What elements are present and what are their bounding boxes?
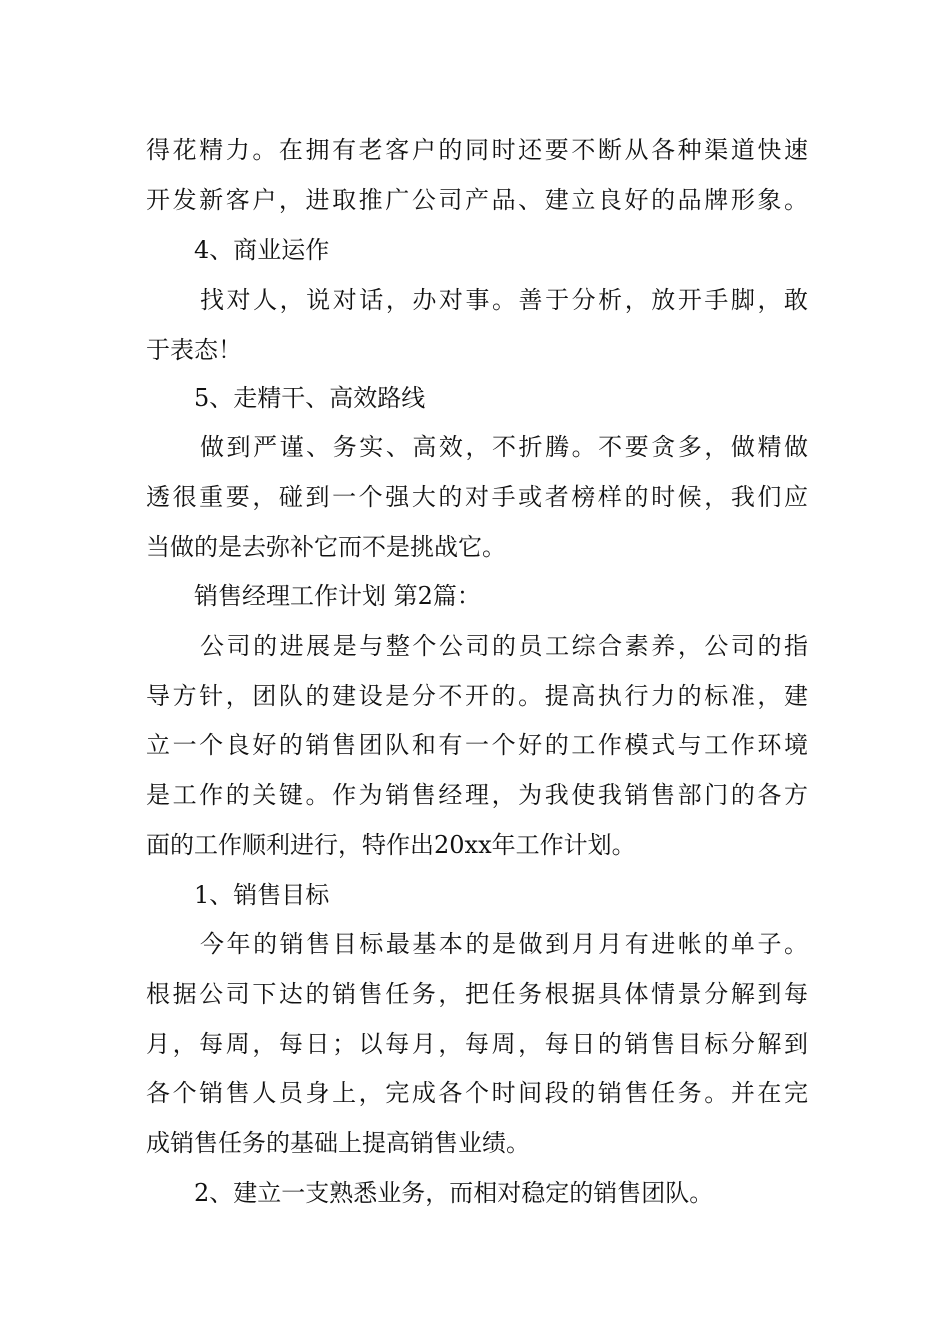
section-heading: 销售经理工作计划 第2篇： [194, 582, 481, 610]
section-heading: 1、销售目标 [194, 881, 330, 909]
section-heading: 4、商业运作 [194, 236, 330, 264]
text-line: 导方针，团队的建设是分不开的。提高执行力的标准，建 [146, 682, 808, 710]
text-line: 透很重要，碰到一个强大的对手或者榜样的时候，我们应 [146, 483, 808, 511]
text-line: 月，每周，每日；以每月，每周，每日的销售目标分解到 [146, 1030, 808, 1058]
text-line: 立一个良好的销售团队和有一个好的工作模式与工作环境 [146, 731, 808, 759]
section-heading: 2、建立一支熟悉业务，而相对稳定的销售团队。 [194, 1179, 714, 1207]
text-line: 于表态！ [146, 336, 242, 364]
text-line: 开发新客户，进取推广公司产品、建立良好的品牌形象。 [146, 186, 808, 214]
text-line: 根据公司下达的销售任务，把任务根据具体情景分解到每 [146, 980, 808, 1008]
text-line: 当做的是去弥补它而不是挑战它。 [146, 533, 506, 561]
section-heading: 5、走精干、高效路线 [194, 384, 426, 412]
text-line: 找对人，说对话，办对事。善于分析，放开手脚，敢 [200, 286, 808, 314]
text-line: 做到严谨、务实、高效，不折腾。不要贪多，做精做 [200, 433, 808, 461]
text-line: 面的工作顺利进行，特作出20xx年工作计划。 [146, 831, 636, 859]
text-line: 今年的销售目标最基本的是做到月月有进帐的单子。 [200, 930, 808, 958]
text-line: 公司的进展是与整个公司的员工综合素养，公司的指 [200, 632, 808, 660]
text-line: 成销售任务的基础上提高销售业绩。 [146, 1129, 530, 1157]
text-line: 各个销售人员身上，完成各个时间段的销售任务。并在完 [146, 1079, 808, 1107]
text-line: 是工作的关键。作为销售经理，为我使我销售部门的各方 [146, 781, 808, 809]
text-line: 得花精力。在拥有老客户的同时还要不断从各种渠道快速 [146, 136, 808, 164]
